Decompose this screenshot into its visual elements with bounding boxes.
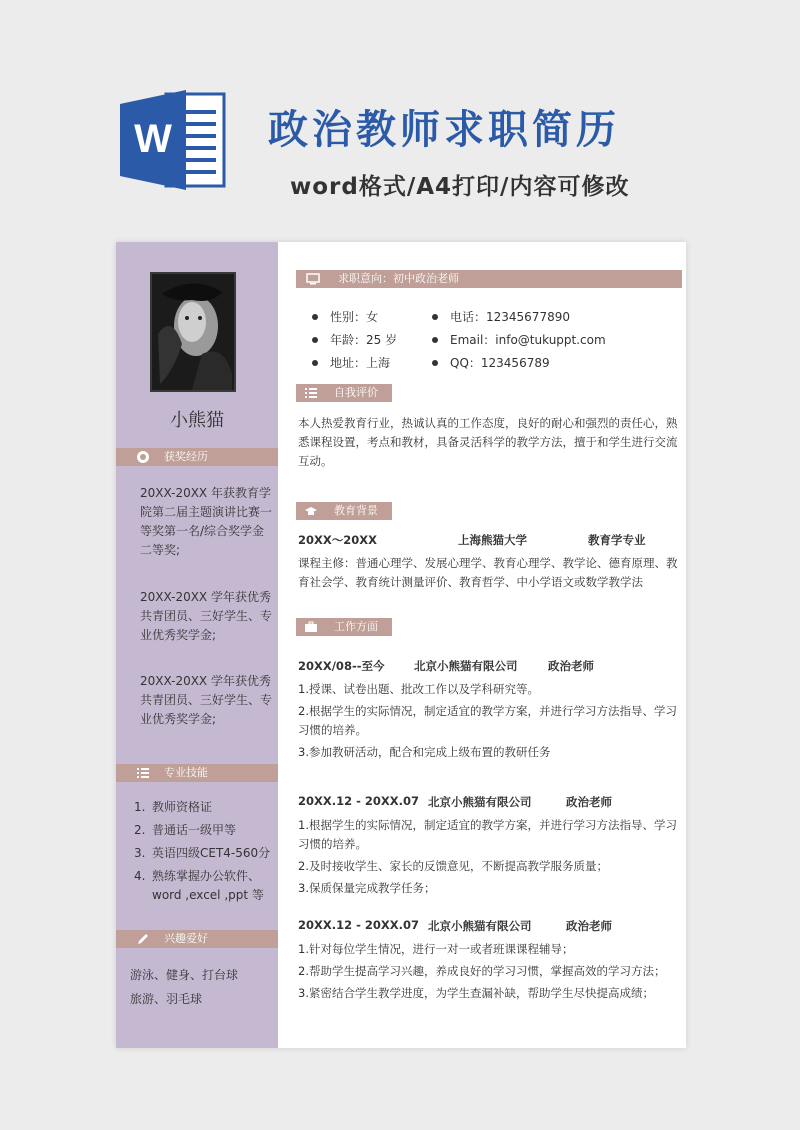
- self-eval-title: 自我评价: [334, 386, 378, 399]
- job-duty: 2.帮助学生提高学习兴趣，养成良好的学习习惯，掌握高效的学习方法；: [298, 964, 666, 978]
- word-logo-letter: W: [134, 117, 172, 161]
- skills-title: 专业技能: [164, 766, 208, 779]
- monitor-icon: [306, 273, 320, 285]
- education-header: [296, 502, 392, 520]
- job-role: 政治老师: [566, 795, 612, 809]
- info-qq: QQ：123456789: [432, 354, 550, 371]
- job-duty: 2.根据学生的实际情况，制定适宜的教学方案，并进行学习方法指导、学习习惯的培养。: [298, 704, 677, 737]
- list-item: 1. 教师资格证: [134, 800, 213, 814]
- education-major: 教育学专业: [588, 533, 646, 547]
- education-title: 教育背景: [334, 504, 378, 517]
- graduation-cap-icon: [304, 504, 318, 518]
- education-school: 上海熊猫大学: [458, 533, 527, 547]
- hobby-line: 旅游、羽毛球: [130, 992, 203, 1006]
- job-duty: 3.保质保量完成教学任务；: [298, 881, 436, 895]
- award-icon: [136, 450, 150, 464]
- job-intent-bar: [296, 270, 682, 288]
- portrait-image: [152, 274, 234, 390]
- page-subtitle: word格式/A4打印/内容可修改: [290, 174, 630, 200]
- briefcase-icon: [304, 620, 318, 634]
- skills-list: [134, 798, 274, 905]
- job-period: 20XX.12 - 20XX.07: [298, 918, 419, 932]
- banner: [0, 0, 800, 240]
- list-icon: [136, 766, 150, 780]
- work-header: [296, 618, 392, 636]
- education-period: 20XX～20XX: [298, 533, 377, 547]
- awards-header: [116, 448, 278, 466]
- candidate-name: 小熊猫: [170, 410, 224, 431]
- education-row: [298, 532, 678, 548]
- job-period: 20XX.12 - 20XX.07: [298, 794, 419, 808]
- award-item: 20XX-20XX 学年获优秀共青团员、三好学生、专业优秀奖学金;: [140, 590, 273, 642]
- self-eval-text: 本人热爱教育行业，热诚认真的工作态度，良好的耐心和强烈的责任心，熟悉课程设置，考点和教材，具备灵活科学的教学方法，擅于和学生进行交流互动。: [298, 416, 678, 468]
- resume-content: [278, 242, 686, 1048]
- list-item: 4. 熟练掌握办公软件、word ,excel ,ppt 等: [134, 869, 264, 902]
- job-duty: 2.及时接收学生、家长的反馈意见，不断提高教学服务质量；: [298, 859, 608, 873]
- info-gender: 性别：女: [312, 308, 378, 325]
- job-intent: 求职意向：初中政治老师: [338, 272, 459, 285]
- award-item: 20XX-20XX 学年获优秀共青团员、三好学生、专业优秀奖学金;: [140, 674, 273, 726]
- job-duty: 1.授课、试卷出题、批改工作以及学科研究等。: [298, 682, 539, 696]
- profile-photo: [150, 272, 236, 392]
- pencil-icon: [136, 932, 150, 946]
- job-header: [298, 658, 678, 674]
- job-role: 政治老师: [548, 659, 594, 673]
- resume-sidebar: [116, 242, 278, 1048]
- page-title: 政治教师求职简历: [268, 107, 620, 153]
- info-email: Email：info@tukuppt.com: [432, 331, 606, 348]
- word-document-icon: [120, 90, 230, 190]
- list-icon: [304, 386, 318, 400]
- job-duties: [298, 816, 684, 898]
- job-duties: [298, 940, 684, 1003]
- resume-sheet: [116, 242, 686, 1048]
- job-duty: 1.针对每位学生情况，进行一对一或者班课课程辅导；: [298, 942, 574, 956]
- self-eval-header: [296, 384, 392, 402]
- job-duties: [298, 680, 684, 762]
- job-company: 北京小熊猫有限公司: [428, 919, 532, 933]
- job-duty: 3.参加教研活动，配合和完成上级布置的教研任务: [298, 745, 551, 759]
- hobby-line: 游泳、健身、打台球: [130, 968, 239, 982]
- info-address: 地址：上海: [312, 354, 390, 371]
- job-header: [298, 794, 678, 810]
- job-duty: 1.根据学生的实际情况，制定适宜的教学方案，并进行学习方法指导、学习习惯的培养。: [298, 818, 677, 851]
- info-age: 年龄：25 岁: [312, 331, 397, 348]
- list-item: 2. 普通话一级甲等: [134, 823, 237, 837]
- job-role: 政治老师: [566, 919, 612, 933]
- hobbies-title: 兴趣爱好: [164, 932, 208, 945]
- job-company: 北京小熊猫有限公司: [428, 795, 532, 809]
- education-courses: 课程主修：普通心理学、发展心理学、教育心理学、教学论、德育原理、教育社会学、教育统计测量评价、教育哲学、中小学语文或数学教学法: [298, 556, 678, 589]
- job-header: [298, 918, 678, 934]
- awards-title: 获奖经历: [164, 450, 208, 463]
- award-item: 20XX-20XX 年获教育学院第二届主题演讲比赛一等奖第一名/综合奖学金二等奖;: [140, 486, 273, 557]
- hobbies-header: [116, 930, 278, 948]
- list-item: 3. 英语四级CET4-560分: [134, 846, 271, 860]
- skills-header: [116, 764, 278, 782]
- job-period: 20XX/08--至今: [298, 659, 385, 673]
- info-phone: 电话：12345677890: [432, 308, 570, 325]
- job-company: 北京小熊猫有限公司: [414, 659, 518, 673]
- work-title: 工作方面: [334, 620, 378, 633]
- job-duty: 3.紧密结合学生教学进度，为学生查漏补缺，帮助学生尽快提高成绩；: [298, 986, 654, 1000]
